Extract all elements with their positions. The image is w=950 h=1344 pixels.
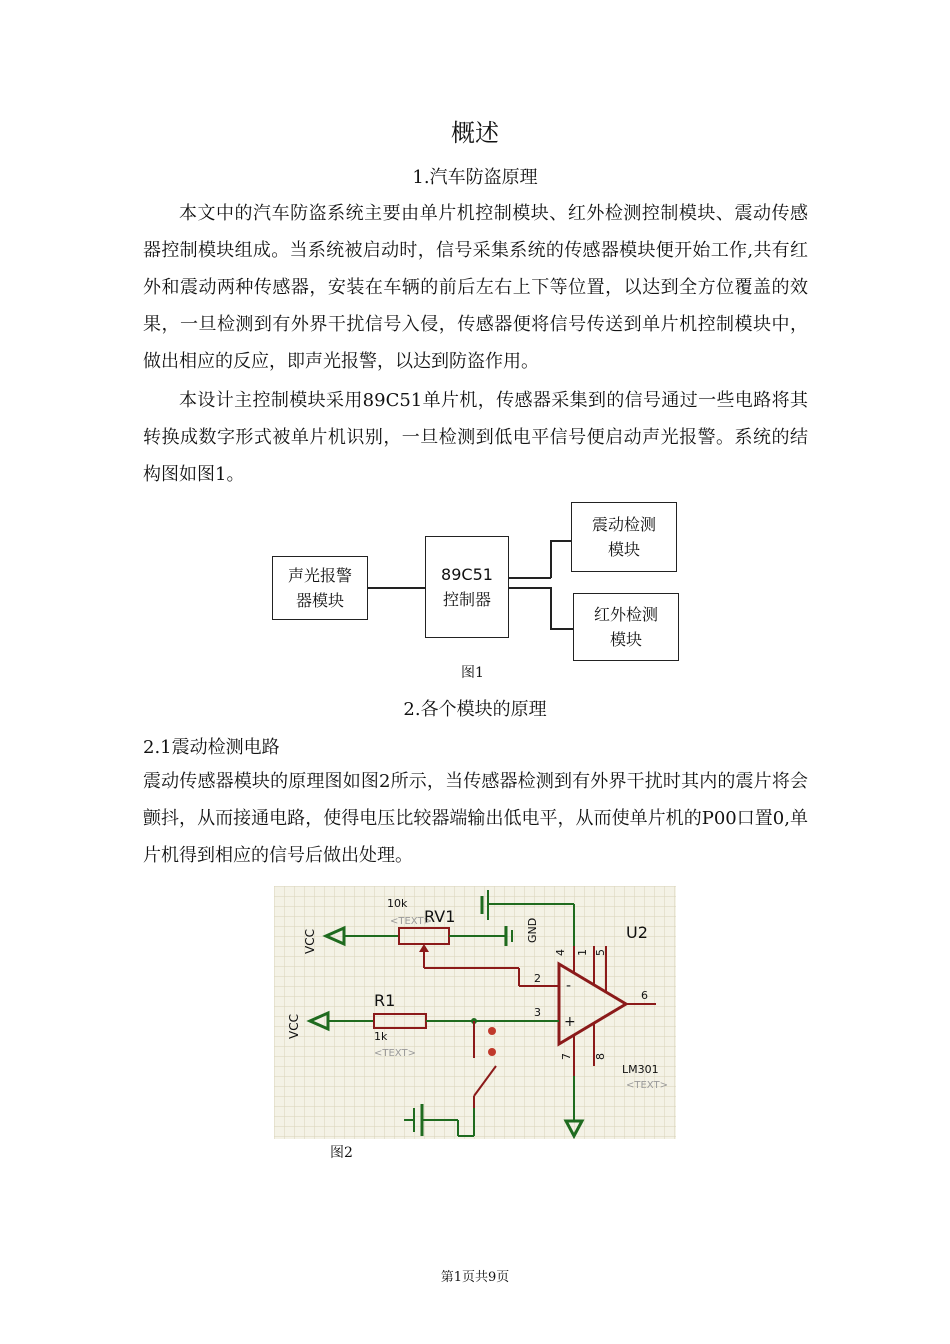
section1-heading: 1.汽车防盗原理 bbox=[412, 167, 538, 188]
r1-value: 1k bbox=[374, 1030, 388, 1043]
r1-text: <TEXT> bbox=[374, 1048, 416, 1059]
pin-7: 7 bbox=[560, 1053, 573, 1060]
section2-heading: 2.各个模块的原理 bbox=[403, 699, 547, 720]
sensor-dot-1 bbox=[488, 1027, 496, 1035]
figure2-caption: 图2 bbox=[330, 1145, 353, 1161]
infrared-module-label-1: 红外检测 bbox=[593, 605, 658, 624]
page-title: 概述 bbox=[451, 119, 499, 147]
alarm-module-label-2: 器模块 bbox=[295, 591, 344, 610]
lm301-label: LM301 bbox=[622, 1063, 659, 1076]
section2-subheading: 2.1震动检测电路 bbox=[143, 737, 280, 758]
gnd-label: GND bbox=[526, 917, 539, 943]
inverting-sign: - bbox=[566, 978, 572, 994]
r1-name: R1 bbox=[374, 991, 396, 1010]
infrared-module-label-2: 模块 bbox=[609, 630, 642, 649]
pin-2: 2 bbox=[534, 972, 541, 985]
figure1-caption: 图1 bbox=[461, 665, 484, 681]
rv1-value: 10k bbox=[387, 897, 408, 910]
vcc-label-bottom: VCC bbox=[287, 1014, 301, 1039]
noninverting-sign: + bbox=[564, 1014, 576, 1030]
infrared-module-box bbox=[573, 593, 679, 661]
section1-body bbox=[143, 195, 808, 493]
pin-6: 6 bbox=[641, 989, 648, 1002]
vibration-module-label-2: 模块 bbox=[607, 540, 640, 559]
pin-3: 3 bbox=[534, 1006, 541, 1019]
section1-para2: 本设计主控制模块采用89C51单片机，传感器采集到的信号通过一些电路将其转换成数字形式被单片机识别，一旦检测到低电平信号便启动声光报警。系统的结构图如图1。 bbox=[143, 390, 808, 485]
rv1-text: <TEXT> bbox=[390, 916, 432, 927]
sensor-dot-2 bbox=[488, 1048, 496, 1056]
section1-para1: 本文中的汽车防盗系统主要由单片机控制模块、红外检测控制模块、震动传感器控制模块组成。当系统被启动时，信号采集系统的传感器模块便开始工作,共有红外和震动两种传感器，安装在车辆的前后左右上下等位置，以达到全方位覆盖的效果，一旦检测到有外界干扰信号入侵，传感器便将信号传送到单片机控制模块中，做出相应的反应，即声光报警，以达到防盗作用。 bbox=[143, 203, 808, 372]
wire-to-infrared bbox=[550, 628, 574, 630]
pin-4: 4 bbox=[554, 949, 567, 956]
controller-label-1: 89C51 bbox=[441, 565, 493, 584]
rv1-name: RV1 bbox=[424, 907, 456, 926]
pin-8: 8 bbox=[594, 1053, 607, 1060]
u2-label: U2 bbox=[626, 923, 648, 942]
vcc-label-top: VCC bbox=[303, 929, 317, 954]
wire-to-vibration bbox=[550, 540, 572, 542]
vibration-module-label-1: 震动检测 bbox=[591, 515, 656, 534]
alarm-module-box bbox=[272, 556, 368, 620]
controller-box bbox=[425, 536, 509, 638]
wire-alarm-controller bbox=[368, 587, 426, 589]
wire-controller-branch-2 bbox=[509, 587, 551, 589]
pin-5: 5 bbox=[594, 949, 607, 956]
wire-branch-down bbox=[550, 587, 552, 629]
vibration-module-box bbox=[571, 502, 677, 572]
section2-para: 震动传感器模块的原理图如图2所示，当传感器检测到有外界干扰时其内的震片将会颤抖，从而接通电路，使得电压比较器端输出低电平，从而使单片机的P00口置0,单片机得到相应的信号后做出处理。 bbox=[143, 771, 808, 866]
alarm-module-label-1: 声光报警 bbox=[287, 566, 352, 585]
controller-label-2: 控制器 bbox=[442, 590, 491, 609]
wire-branch-up bbox=[550, 540, 552, 578]
lm301-text: <TEXT> bbox=[626, 1080, 668, 1091]
page-footer: 第1页共9页 bbox=[440, 1270, 510, 1285]
pin-1: 1 bbox=[576, 949, 589, 956]
vibration-circuit-schematic bbox=[274, 886, 676, 1139]
wire-controller-branch bbox=[509, 577, 551, 579]
